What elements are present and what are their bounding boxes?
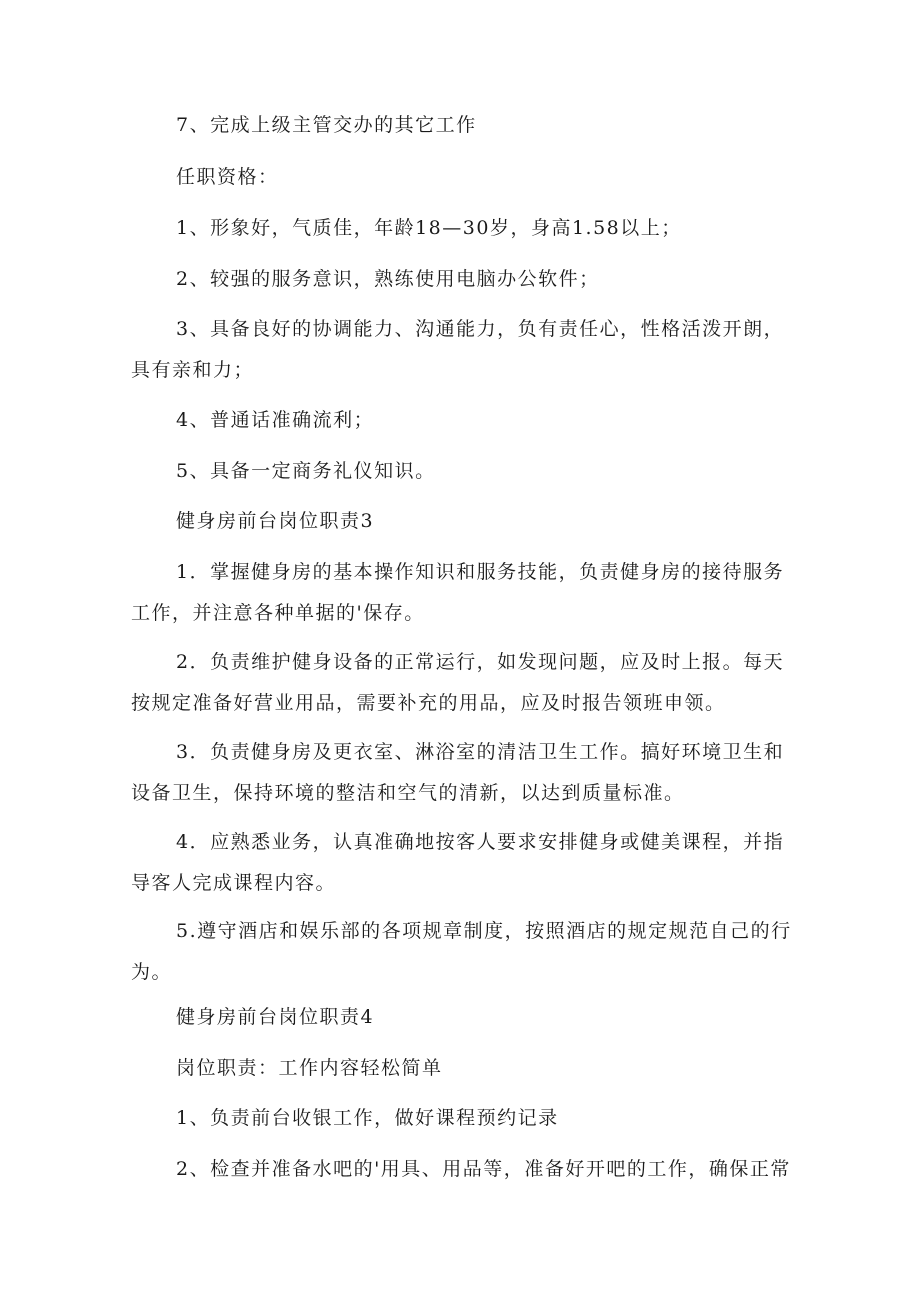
paragraph-duty-7: 7、完成上级主管交办的其它工作 <box>176 114 477 136</box>
heading-job-duties: 岗位职责：工作内容轻松简单 <box>176 1057 443 1079</box>
paragraph-qualification-2: 2、较强的服务意识，熟练使用电脑办公软件； <box>176 268 600 290</box>
paragraph-section3-item-1: 1．掌握健身房的基本操作知识和服务技能，负责健身房的接待服务工作，并注意各种单据的'保存。 <box>131 561 785 624</box>
paragraph-section3-item-5: 5.遵守酒店和娱乐部的各项规章制度，按照酒店的规定规范自己的行为。 <box>131 920 792 983</box>
heading-qualifications: 任职资格： <box>176 166 279 188</box>
paragraph-qualification-4: 4、普通话准确流利； <box>176 409 375 431</box>
paragraph-section4-item-1: 1、负责前台收银工作，做好课程预约记录 <box>176 1107 559 1129</box>
section-heading-4: 健身房前台岗位职责4 <box>176 1006 375 1028</box>
paragraph-qualification-5: 5、具备一定商务礼仪知识。 <box>176 460 436 482</box>
paragraph-section4-item-2: 2、检查并准备水吧的'用具、用品等，准备好开吧的工作，确保正常 <box>176 1158 791 1180</box>
section-heading-3: 健身房前台岗位职责3 <box>176 510 375 532</box>
paragraph-qualification-3: 3、具备良好的协调能力、沟通能力，负有责任心，性格活泼开朗，具有亲和力； <box>131 318 785 381</box>
paragraph-section3-item-3: 3．负责健身房及更衣室、淋浴室的清洁卫生工作。搞好环境卫生和设备卫生，保持环境的整洁和空气的清新，以达到质量标准。 <box>131 741 785 804</box>
paragraph-section3-item-2: 2．负责维护健身设备的正常运行，如发现问题，应及时上报。每天按规定准备好营业用品，需要补充的用品，应及时报告领班申领。 <box>131 651 785 714</box>
paragraph-section3-item-4: 4．应熟悉业务，认真准确地按客人要求安排健身或健美课程，并指导客人完成课程内容。 <box>131 831 785 894</box>
paragraph-qualification-1: 1、形象好，气质佳，年龄18—30岁，身高1.58以上； <box>176 217 682 239</box>
